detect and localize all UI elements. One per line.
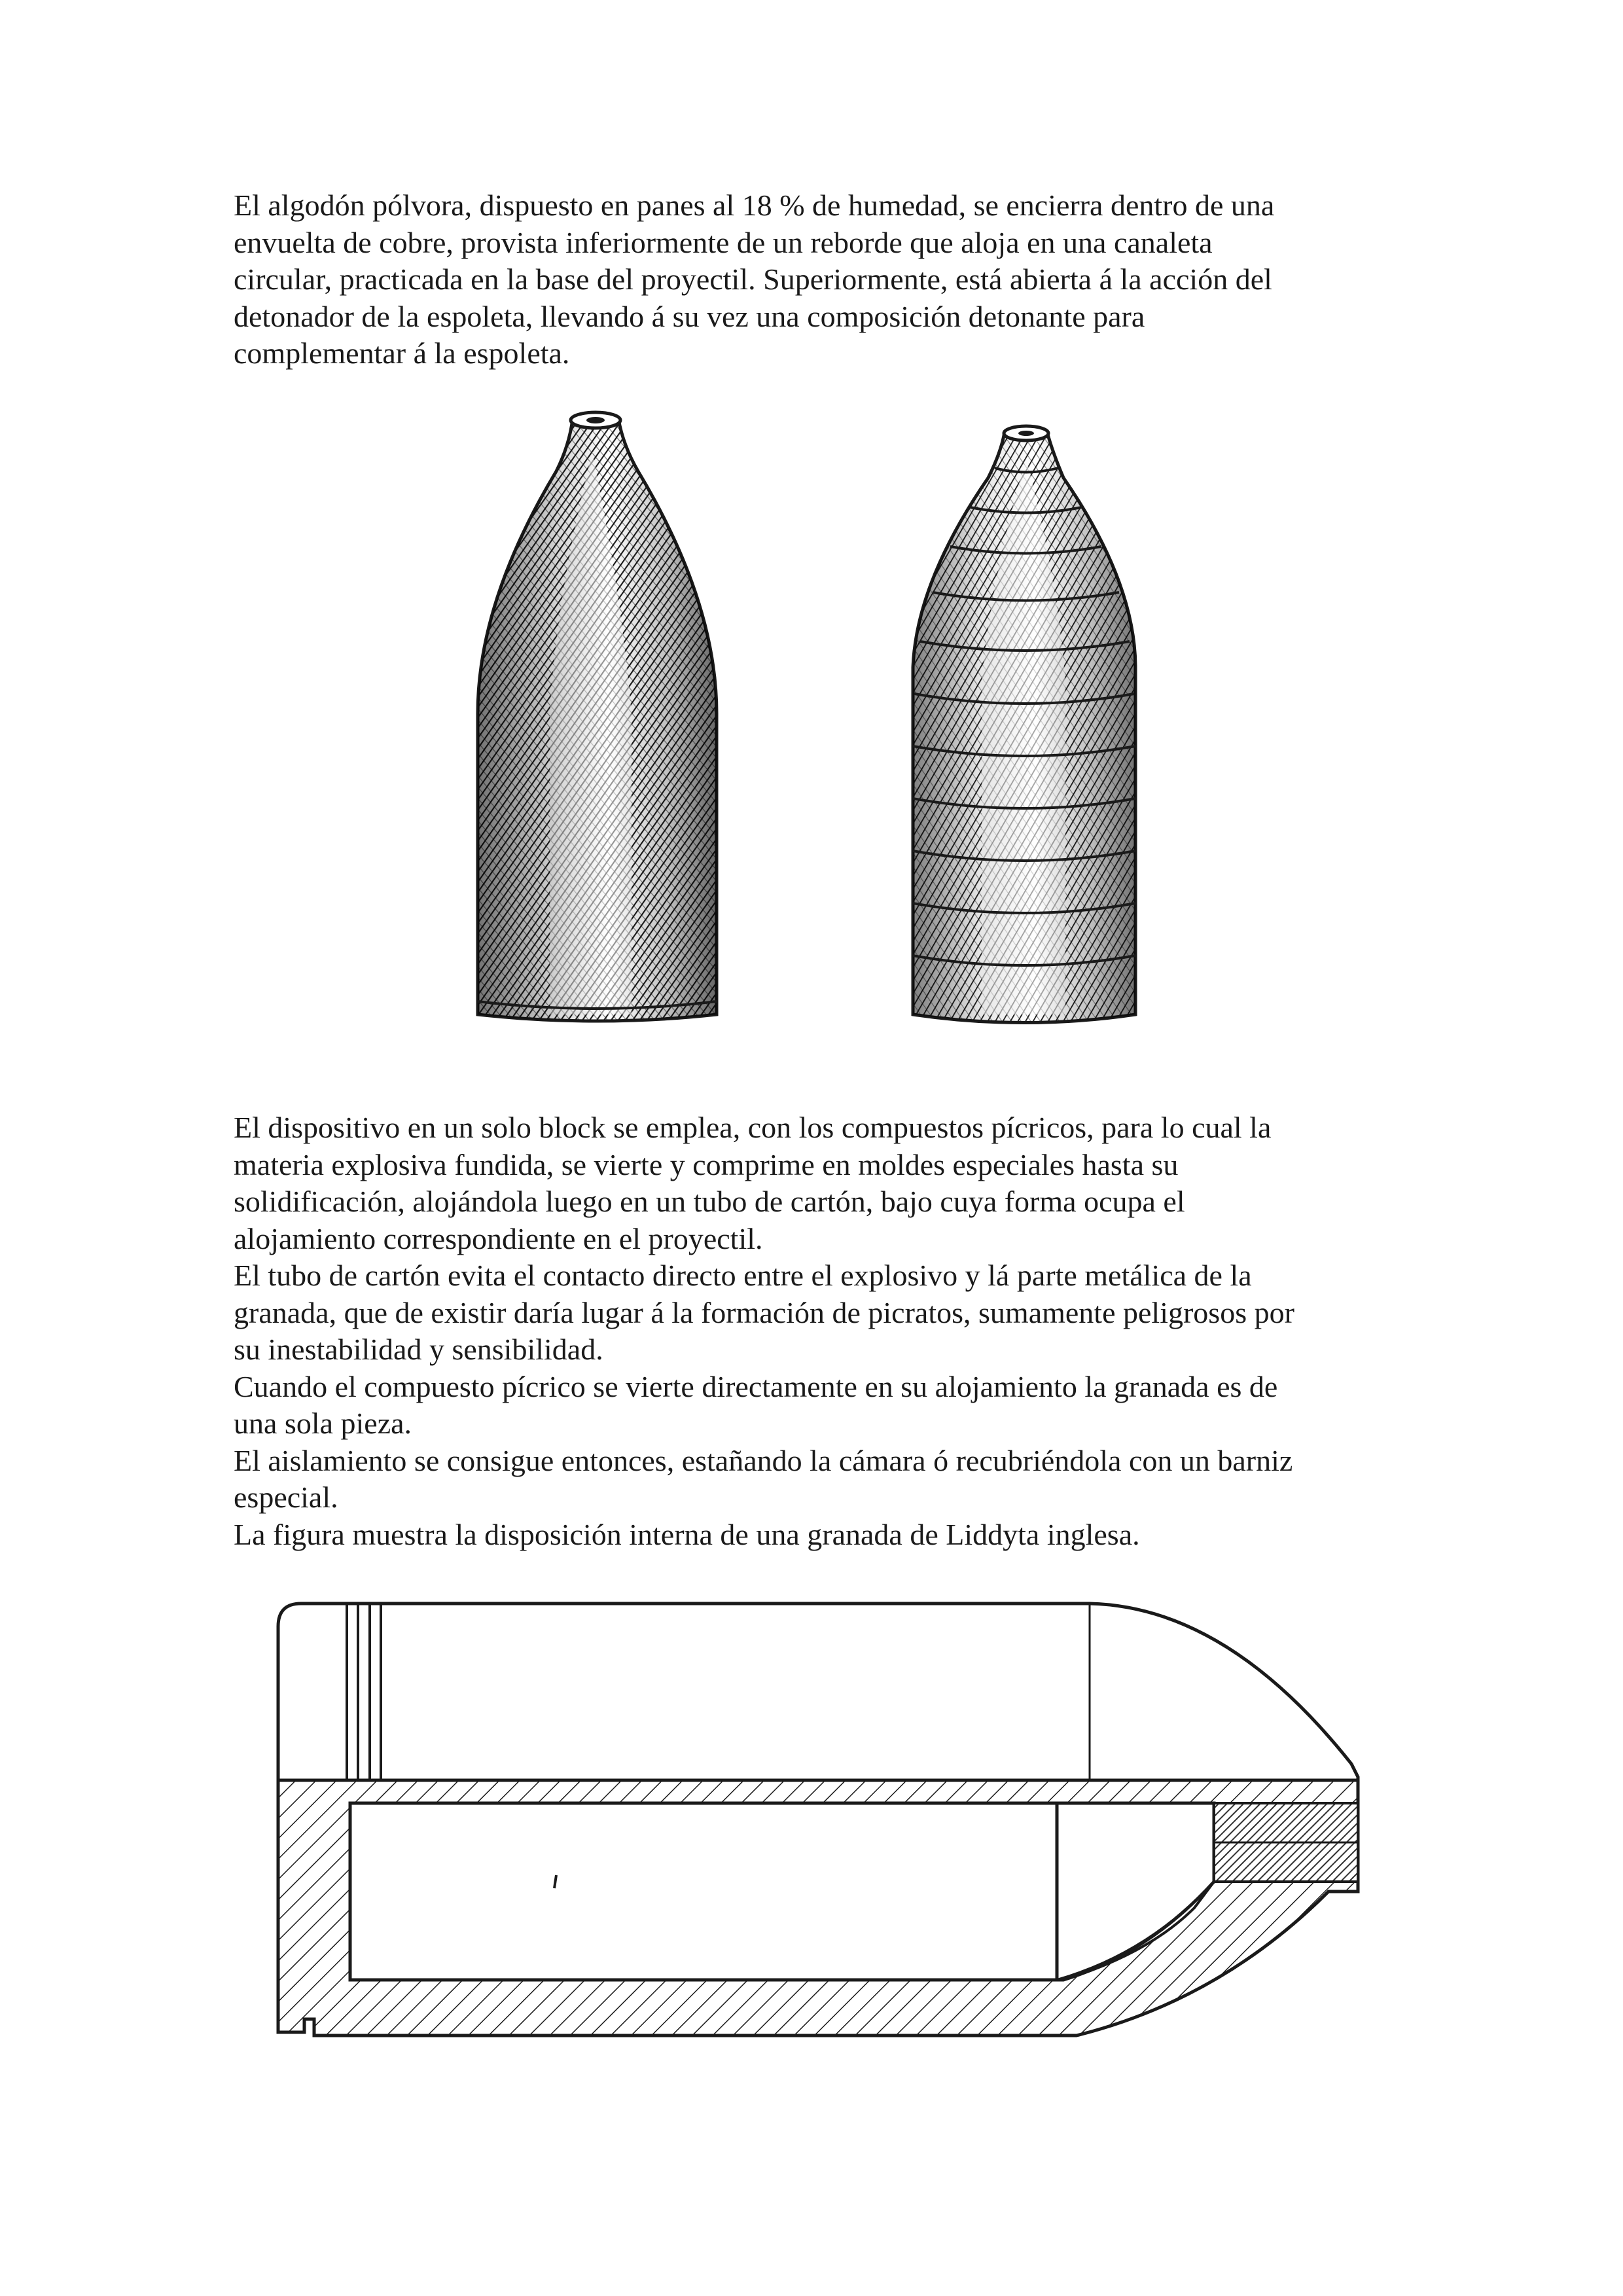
text-line: solidificación, alojándola luego en un tubo de cartón, bajo cuya forma ocupa el [234,1185,1185,1218]
text-line: su inestabilidad y sensibilidad. [234,1333,603,1366]
paragraph-block-device [234,1109,1392,1553]
text-line: El dispositivo en un solo block se emplea, con los compuestos pícricos, para lo cual la [234,1111,1272,1144]
text-line: Cuando el compuesto pícrico se vierte directamente en su alojamiento la granada es de [234,1369,1278,1403]
driving-band [347,1604,381,1780]
text-line: El algodón pólvora, dispuesto en panes al 18 % de humedad, se encierra dentro de una [234,188,1275,222]
text-line: envuelta de cobre, provista inferiormente de un reborde que aloja en una canaleta [234,225,1213,259]
text-line: granada, que de existir daría lugar á la formación de picratos, sumamente peligrosos por [234,1295,1294,1329]
explosive-chamber [350,1803,1214,1980]
text-line: complementar á la espoleta. [234,336,570,370]
text-line: El tubo de cartón evita el contacto directo entre el explosivo y lá parte metálica de la [234,1259,1252,1292]
text-line: especial. [234,1480,338,1514]
text-line: detonador de la espoleta, llevando á su vez una composición detonante para [234,299,1145,333]
text-line: una sola pieza. [234,1407,412,1440]
text-line: El aislamiento se consigue entonces, estañando la cámara ó recubriéndola con un barniz [234,1443,1293,1477]
plain-charge-illustration [458,406,733,1060]
text-line: circular, practicada en la base del proyectil. Superiormente, está abierta á la acción del [234,262,1272,296]
banded-charge-illustration [897,406,1152,1060]
text-line: materia explosiva fundida, se vierte y comprime en moldes especiales hasta su [234,1147,1179,1181]
paragraph-cotton-powder [234,187,1392,372]
text-line: alojamiento correspondiente en el proyectil. [234,1221,763,1255]
liddite-shell-section-diagram [272,1600,1394,2055]
text-line: La figura muestra la disposición interna de una granada de Liddyta inglesa. [234,1517,1140,1551]
